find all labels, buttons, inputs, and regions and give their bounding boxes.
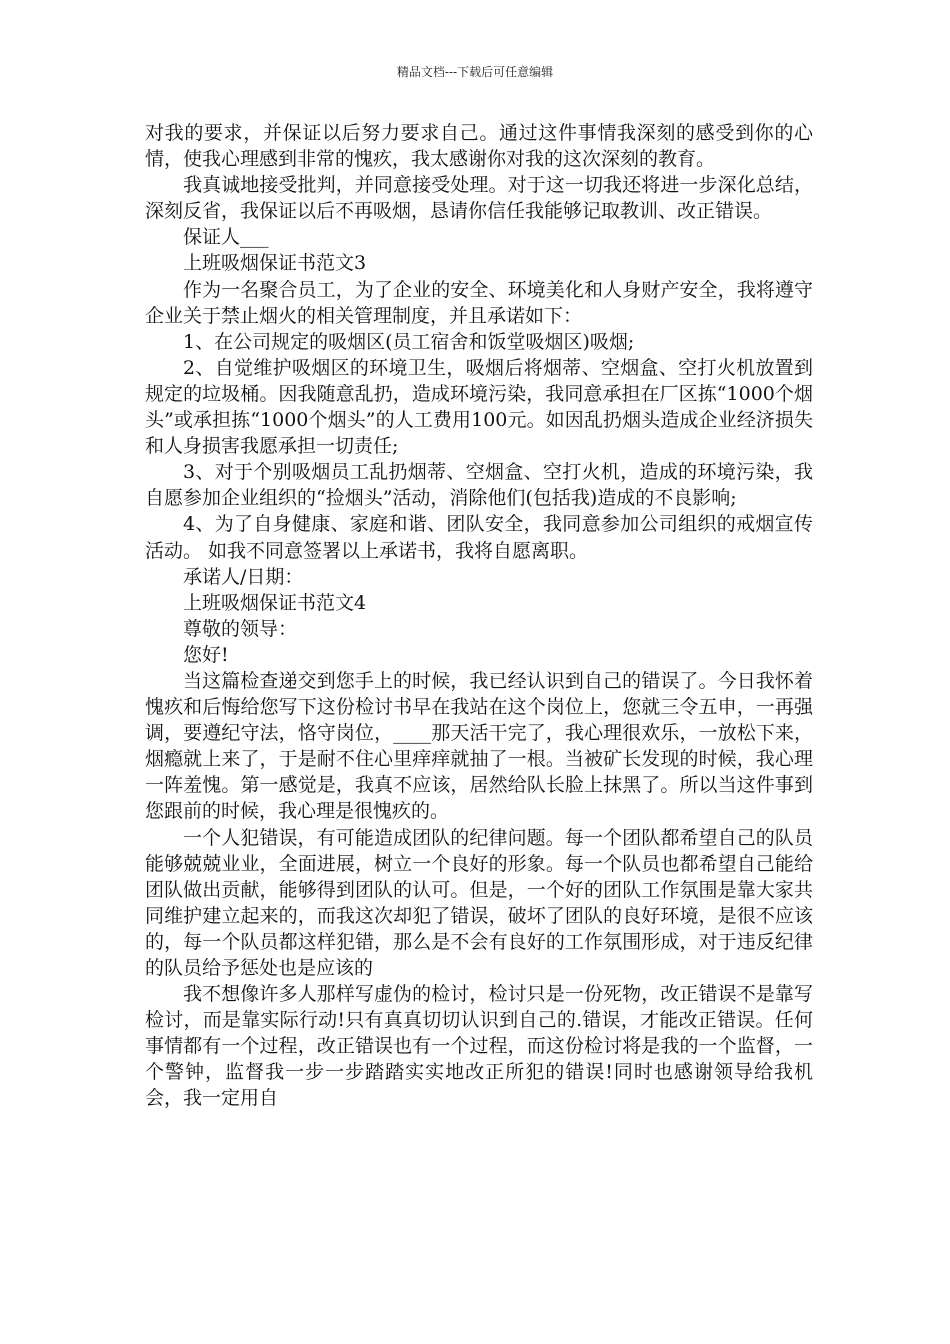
list-item: 1、在公司规定的吸烟区(员工宿舍和饭堂吸烟区)吸烟; xyxy=(183,330,635,353)
list-item: 3、对于个别吸烟员工乱扔烟蒂、空烟盒、空打火机，造成的环境污染，我自愿参加企业组织的“捡烟头”活动，消除他们(包括我)造成的不良影响; xyxy=(145,461,813,510)
greeting: 您好! xyxy=(183,643,229,666)
guarantor-line: 保证人___ xyxy=(183,226,269,249)
paragraph: 我真诚地接受批判，并同意接受处理。对于这一切我还将进一步深化总结，深刻反省，我保证以后不再吸烟，恳请你信任我能够记取教训、改正错误。 xyxy=(145,174,813,223)
list-item: 4、为了自身健康、家庭和谐、团队安全，我同意参加公司组织的戒烟宣传活动。 如我不同意签署以上承诺书，我将自愿离职。 xyxy=(145,513,813,562)
list-item: 2、自觉维护吸烟区的环境卫生，吸烟后将烟蒂、空烟盒、空打火机放置到规定的垃圾桶。因我随意乱扔，造成环境污染，我同意承担在厂区拣“1000个烟头”或承担拣“1000个烟头”的人工费用100元。如因乱扔烟头造成企业经济损失和人身损害我愿承担一切责任; xyxy=(145,356,813,458)
document-body xyxy=(145,120,813,1112)
page-header: 精品文档---下载后可任意编辑 xyxy=(396,65,554,79)
section-title: 上班吸烟保证书范文3 xyxy=(183,252,367,275)
paragraph: 对我的要求，并保证以后努力要求自己。通过这件事情我深刻的感受到你的心情，使我心理感到非常的愧疚，我太感谢你对我的这次深刻的教育。 xyxy=(145,122,813,171)
paragraph: 作为一名聚合员工，为了企业的安全、环境美化和人身财产安全，我将遵守企业关于禁止烟火的相关管理制度，并且承诺如下： xyxy=(145,278,813,327)
signature-line: 承诺人/日期： xyxy=(183,565,304,588)
paragraph: 当这篇检查递交到您手上的时候，我已经认识到自己的错误了。今日我怀着愧疚和后悔给您写下这份检讨书早在我站在这个岗位上，您就三令五申，一再强调，要遵纪守法，恪守岗位，____那天活干完了，我心理很欢乐，一放松下来，烟瘾就上来了，于是耐不住心里痒痒就抽了一根。当被矿长发现的时候，我心理一阵羞愧。第一感觉是，我真不应该，居然给队长脸上抹黑了。所以当这件事到您跟前的时候，我心理是很愧疚的。 xyxy=(145,669,813,823)
paragraph: 一个人犯错误，有可能造成团队的纪律问题。每一个团队都希望自己的队员能够兢兢业业，全面进展，树立一个良好的形象。每一个队员也都希望自己能给团队做出贡献，能够得到团队的认可。但是，一个好的团队工作氛围是靠大家共同维护建立起来的，而我这次却犯了错误，破坏了团队的良好环境，是很不应该的，每一个队员都这样犯错，那么是不会有良好的工作氛围形成，对于违反纪律的队员给予惩处也是应该的 xyxy=(145,826,813,979)
paragraph: 我不想像许多人那样写虚伪的检讨，检讨只是一份死物，改正错误不是靠写检讨，而是靠实际行动!只有真真切切认识到自己的.错误，才能改正错误。任何事情都有一个过程，改正错误也有一个过程，而这份检讨将是我的一个监督，一个警钟，监督我一步一步踏踏实实地改正所犯的错误!同时也感谢领导给我机会，我一定用自 xyxy=(145,983,813,1110)
section-title: 上班吸烟保证书范文4 xyxy=(183,591,367,614)
salutation: 尊敬的领导： xyxy=(183,617,298,640)
